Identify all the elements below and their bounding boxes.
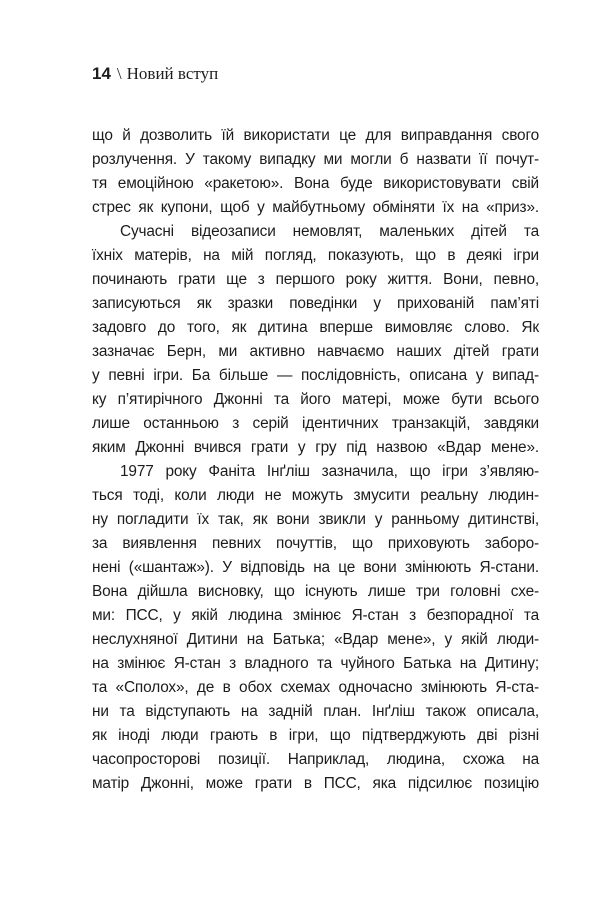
chapter-title: Новий вступ	[126, 64, 219, 83]
text-line: Сучасні відеозаписи немовлят, маленьких дітей та	[120, 223, 539, 240]
text-line: розлучення. У такому випадку ми могли б назвати її почут-	[92, 151, 539, 168]
text-line: у певні ігри. Ба більше — послідовність, описана у випад-	[92, 367, 539, 384]
paragraph-3	[92, 460, 539, 796]
text-line: ться тоді, коли люди не можуть змусити реальну людин-	[92, 487, 539, 504]
body-text	[92, 124, 539, 796]
text-line: ми: ПСС, у якій людина змінює Я-стан з безпорадної та	[92, 607, 539, 624]
paragraph-1	[92, 124, 539, 220]
page-number: 14	[92, 64, 111, 83]
text-line: неслухняної Дитини на Батька; «Вдар мене», у якій люди-	[92, 631, 539, 648]
text-line: починають грати ще з першого року життя. Вони, певно,	[92, 271, 539, 288]
paragraph-2	[92, 220, 539, 460]
running-header	[92, 64, 218, 84]
text-line: часопросторові позиції. Наприклад, людина, схожа на	[92, 751, 539, 768]
text-line: 1977 року Фаніта Інґліш зазначила, що ігри з’являю-	[120, 463, 539, 480]
text-line: записуються як зразки поведінки у прихованій пам’яті	[92, 295, 539, 312]
text-line: зазначає Берн, ми активно навчаємо наших дітей грати	[92, 343, 539, 360]
text-line: як іноді люди грають в ігри, що підтверджують дві різні	[92, 727, 539, 744]
text-line: за виявлення певних почуттів, що приховують заборо-	[92, 535, 539, 552]
text-line: яким Джонні вчився грати у гру під назвою «Вдар мене».	[92, 439, 539, 456]
text-line: на змінює Я-стан з владного та чуйного Батька на Дитину;	[92, 655, 539, 672]
text-line: що й дозволить їй використати це для виправдання свого	[92, 127, 539, 144]
text-line: їхніх матерів, на мій погляд, показують, що в деякі ігри	[92, 247, 539, 264]
text-line: ни та відступають на задній план. Інґліш також описала,	[92, 703, 539, 720]
text-line: лише останньою з серій ідентичних транзакцій, завдяки	[92, 415, 539, 432]
text-line: матір Джонні, може грати в ПСС, яка підсилює позицію	[92, 775, 539, 792]
text-line: нені («шантаж»). У відповідь на це вони змінюють Я-стани.	[92, 559, 539, 576]
text-line: ну погладити їх так, як вони звикли у ранньому дитинстві,	[92, 511, 539, 528]
header-separator: \	[116, 64, 122, 83]
text-line: та «Сполох», де в обох схемах одночасно змінюють Я-ста-	[92, 679, 539, 696]
text-line: задовго до того, як дитина вперше вимовляє слово. Як	[92, 319, 539, 336]
text-line: стрес як купони, щоб у майбутньому обміняти їх на «приз».	[92, 199, 539, 216]
text-line: Вона дійшла висновку, що існують лише три головні схе-	[92, 583, 539, 600]
text-line: ку п’ятирічного Джонні та його матері, може бути всього	[92, 391, 539, 408]
text-line: тя емоційною «ракетою». Вона буде використовувати свій	[92, 175, 539, 192]
